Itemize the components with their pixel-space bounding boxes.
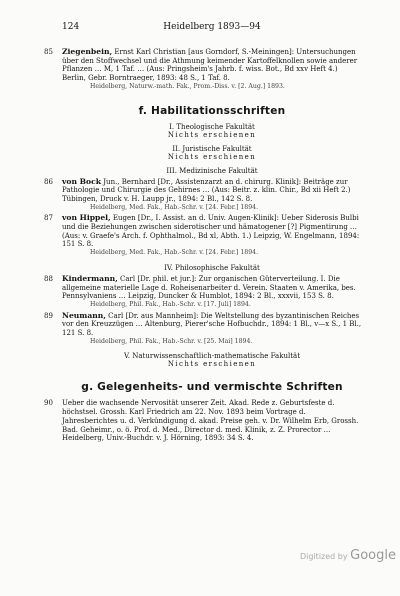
entry-text: Eugen [Dr., I. Assist. an d. Univ. Augen-Klinik]: Ueber Siderosis Bulbi und die Beziehungen zwischen siderotischer und hämatogener [?] Pigmentirung … (Aus: v. Graefe's Arch. f. Ophthalmol., Bd xl, Abth. 1.) Leipzig, W. Engelmann, 1894: 151 S. 8. [62, 214, 360, 249]
page-content [44, 47, 362, 445]
faculty-heading: IV. Philosophische Fakultät [164, 263, 260, 272]
nothing-published: Nichts erschienen [167, 152, 257, 161]
entry-number: 85 [44, 48, 53, 56]
nothing-published: Nichts erschienen [167, 360, 257, 369]
entry-note: Heidelberg, Phil. Fak., Hab.-Schr. v. [17. Juli] 1894. [90, 300, 251, 308]
entry-number: 88 [44, 274, 53, 283]
entry-author: Neumann, [62, 310, 106, 320]
faculty-heading: V. Naturwissenschaftlich-mathematische Fakultät [123, 352, 301, 361]
entry-number: 90 [44, 399, 53, 408]
entry-note: Heidelberg, Med. Fak., Hab.-Schr. v. [24. Febr.] 1894. [90, 203, 259, 211]
faculty-heading: I. Theologische Fakultät [169, 122, 255, 131]
entry-90 [44, 399, 362, 443]
digitized-watermark [300, 548, 396, 563]
entry-text: Carl [Dr. aus Mannheim]: Die Weltstellung des byzantinischen Reiches vor den Kreuzzügen … Altenburg, Pierer'sche Hofbuchdr., 1894: 1 Bl., v—x S., 1 Bl., 121 S. 8. [62, 311, 362, 338]
entry-number: 89 [44, 311, 53, 320]
nothing-published: Nichts erschienen [167, 130, 257, 139]
entry-89 [44, 310, 362, 347]
entry-86 [44, 176, 362, 213]
faculty-heading: III. Medizinische Fakultät [166, 166, 258, 175]
entry-85 [44, 47, 362, 92]
entry-author: von Bock [62, 176, 102, 186]
page-number: 124 [62, 22, 80, 32]
entry-text: Carl [Dr. phil. et jur.]: Zur organischen Güterverteilung. I. Die allgemeine materielle Lage d. Roheisenarbeiter d. Verein. Staaten v. Amerika, bes. Pennsylvaniens … Leipzig, Duncker & Humblot, 1894: 2 Bl., xxxvii, 153 S. 8. [62, 274, 356, 301]
section-heading-g: g. Gelegenheits- und vermischte Schriften [81, 381, 343, 394]
google-logo: Google [350, 548, 396, 563]
entry-number: 87 [44, 214, 53, 223]
entry-text: Jun., Bernhard [Dr., Assistenzarzt an d. chirurg. Klinik]: Beiträge zur Pathologie und Chirurgie des Gehirnes … (Aus: Beitr. z. klin. Chir., Bd xii Heft 2.) Tübingen, Druck v. H. Laupp jr., 1894: 2 Bl., 142 S. 8. [62, 177, 351, 203]
entry-88 [44, 273, 362, 310]
entry-text: Ueber die wachsende Nervosität unserer Zeit. Akad. Rede z. Geburtsfeste d. höchstsel. Grossh. Karl Friedrich am 22. Nov. 1893 beim Vortrage d. Jahresberichtes u. d. Verkündigung d. akad. Preise geh. v. Dr. Wilhelm Erb, Grossh. Bad. Geheimr., o. ö. Prof. d. Med., Director d. med. Klinik, z. Z. Prorector … Heidelberg, Univ.-Buchdr. v. J. Hörning, 1893: 34 S. 4. [62, 399, 359, 443]
section-heading-f: f. Habilitationsschriften [138, 104, 286, 117]
digitized-label: Digitized by [300, 552, 348, 561]
entry-author: Ziegenbein, [62, 47, 113, 56]
entry-87 [44, 213, 362, 258]
entry-text: Ernst Karl Christian [aus Gorndorf, S.-Meiningen]: Untersuchungen über den Stoffwechsel und die Athmung keimender Kartoffelknollen sowie anderer Pflanzen … M, 1 Taf. … (Aus: Pringsheim's Jahrb. f. wiss. Bot., Bd xxv Heft 4.) Berlin, Gebr. Borntraeger, 1893: 48 S., 1 Taf. 8. [62, 48, 358, 83]
entry-author: von Hippel, [62, 213, 111, 223]
entry-author: Kindermann, [62, 273, 118, 283]
entry-number: 86 [44, 177, 53, 186]
entry-note: Heidelberg, Naturw.-math. Fak., Prom.-Diss. v. [2. Aug.] 1893. [90, 82, 285, 90]
entry-note: Heidelberg, Med. Fak., Hab.-Schr. v. [24. Febr.] 1894. [90, 249, 259, 257]
running-head: Heidelberg 1893—94 [163, 22, 261, 32]
entry-note: Heidelberg, Phil. Fak., Hab.-Schr. v. [25. Mai] 1894. [90, 337, 253, 345]
faculty-heading: II. Juristische Fakultät [172, 144, 252, 153]
